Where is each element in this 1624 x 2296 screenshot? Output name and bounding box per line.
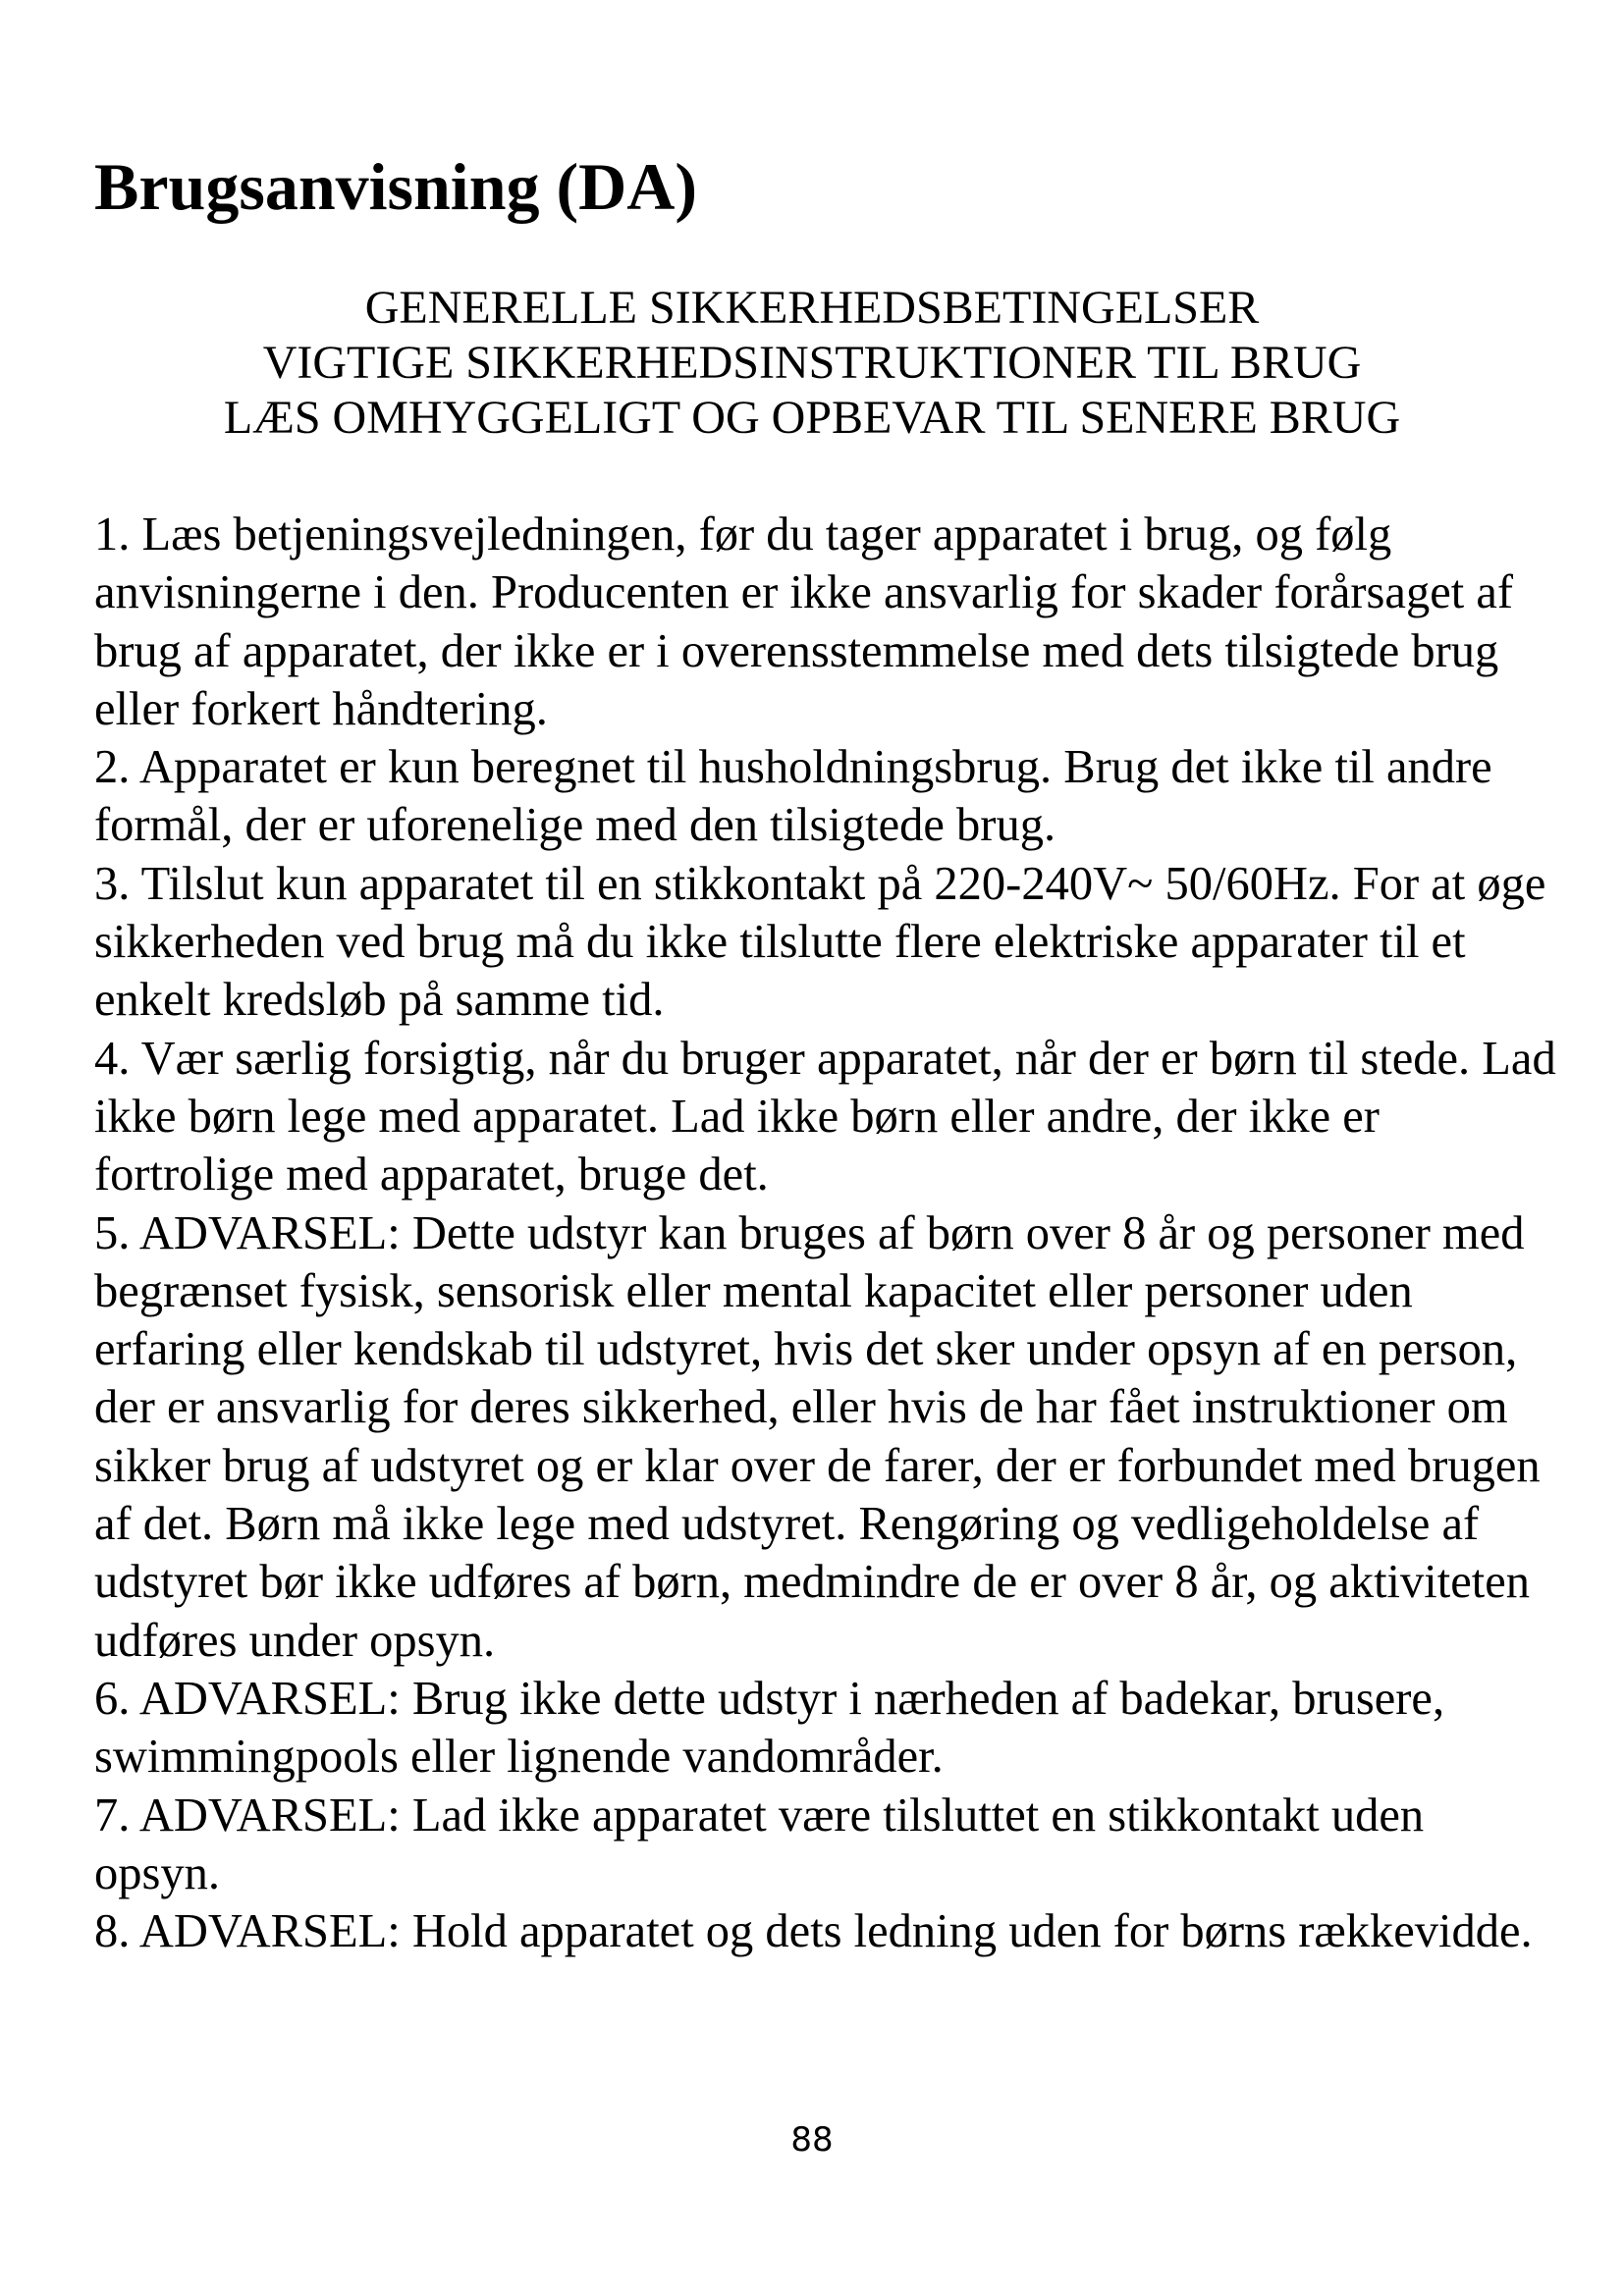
safety-instructions-list — [94, 506, 1557, 1960]
page-number: 88 — [790, 2120, 834, 2160]
safety-header — [0, 281, 1624, 446]
instruction-item-7: 7. ADVARSEL: Lad ikke apparatet være tilsluttet en stikkontakt uden opsyn. — [94, 1789, 1425, 1899]
instruction-item-2: 2. Apparatet er kun beregnet til husholdningsbrug. Brug det ikke til andre formål, der er uforenelige med den tilsigtede brug. — [94, 741, 1492, 852]
header-line-general-safety: GENERELLE SIKKERHEDSBETINGELSER — [364, 282, 1260, 334]
instruction-item-5: 5. ADVARSEL: Dette udstyr kan bruges af børn over 8 år og personer med begrænset fysisk, sensorisk eller mental kapacitet eller personer uden erfaring eller kendskab til udstyret, hvis det sker under opsyn af en person, der er ansvarlig for deres sikkerhed, eller hvis de har fået instruktioner om sikker brug af udstyret og er klar over de farer, der er forbundet med brugen af det. Børn må ikke lege med udstyret. Rengøring og vedligeholdelse af udstyret bør ikke udføres af børn, medmindre de er over 8 år, og aktiviteten udføres under opsyn. — [94, 1206, 1541, 1667]
instruction-item-4: 4. Vær særlig forsigtig, når du bruger apparatet, når der er børn til stede. Lad ikke børn lege med apparatet. Lad ikke børn eller andre, der ikke er fortrolige med apparatet, bruge det. — [94, 1032, 1556, 1201]
header-line-read-carefully: LÆS OMHYGGELIGT OG OPBEVAR TIL SENERE BRUG — [223, 392, 1401, 444]
page-title: Brugsanvisning (DA) — [94, 149, 698, 224]
instruction-item-1: 1. Læs betjeningsvejledningen, før du tager apparatet i brug, og følg anvisningerne i den. Producenten er ikke ansvarlig for skader forårsaget af brug af apparatet, der ikke er i overensstemmelse med dets tilsigtede brug eller forkert håndtering. — [94, 508, 1514, 735]
header-line-important-instructions: VIGTIGE SIKKERHEDSINSTRUKTIONER TIL BRUG — [262, 337, 1362, 389]
instruction-item-3: 3. Tilslut kun apparatet til en stikkontakt på 220-240V~ 50/60Hz. For at øge sikkerheden ved brug må du ikke tilslutte flere elektriske apparater til et enkelt kredsløb på samme tid. — [94, 857, 1546, 1027]
instruction-item-8: 8. ADVARSEL: Hold apparatet og dets ledning uden for børns rækkevidde. — [94, 1905, 1533, 1958]
instruction-item-6: 6. ADVARSEL: Brug ikke dette udstyr i nærheden af badekar, brusere, swimmingpools eller lignende vandområder. — [94, 1672, 1445, 1784]
